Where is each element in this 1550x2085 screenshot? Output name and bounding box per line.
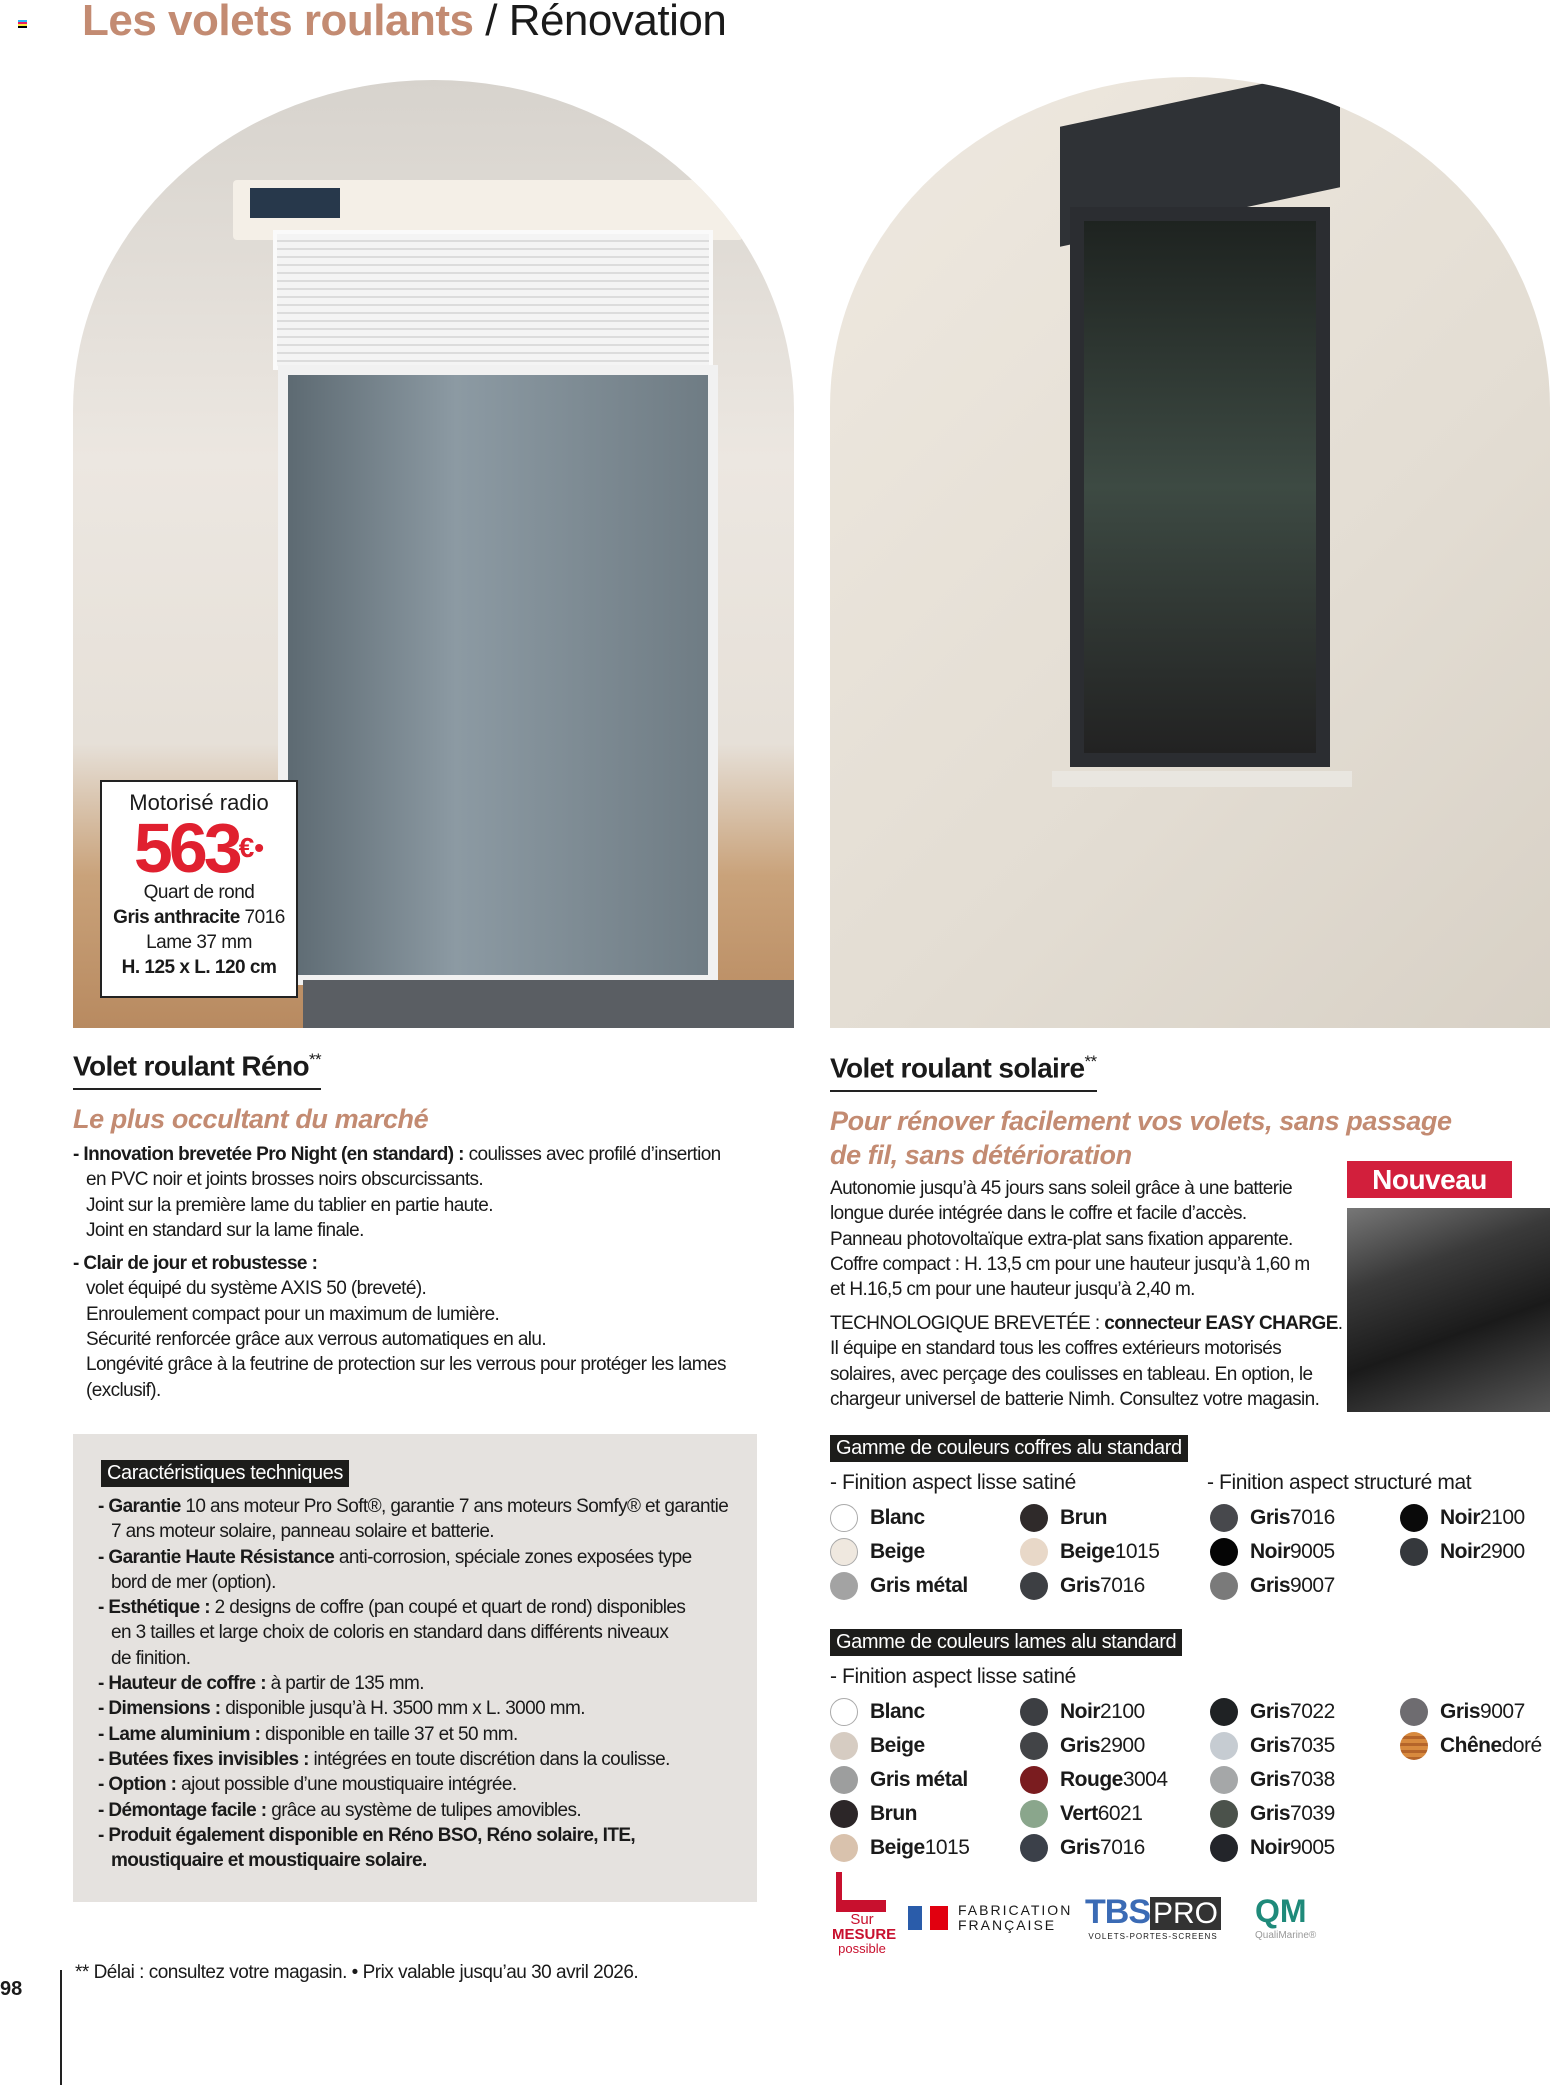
color-dot (1210, 1766, 1238, 1794)
first-line (98, 1772, 728, 1797)
color-code: 7016 (1100, 1836, 1145, 1859)
color-swatch (1020, 1572, 1145, 1600)
list-item (98, 1722, 728, 1747)
continuation-line: volet équipé du système AXIS 50 (breveté). (86, 1278, 427, 1300)
solaire-description (830, 1176, 1310, 1302)
footnote-mark: ** (309, 1050, 322, 1069)
color-name: Gris anthracite (113, 907, 240, 928)
color-swatch (1400, 1504, 1525, 1532)
color-code: 6021 (1097, 1802, 1143, 1825)
color-code: 7016 (239, 907, 285, 928)
color-swatch (1210, 1504, 1335, 1532)
color-dot (1020, 1538, 1048, 1566)
color-code: 2900 (1480, 1540, 1525, 1563)
page-number: 98 (0, 1978, 23, 2000)
color-swatch (1020, 1766, 1168, 1794)
solaire-heading (830, 1052, 1097, 1092)
solaire-title: Volet roulant solaire (830, 1052, 1085, 1084)
lames-colors-title: Gamme de couleurs lames alu standard (830, 1629, 1182, 1656)
color-code: 7022 (1290, 1700, 1335, 1723)
continuation-line: Joint en standard sur la lame finale. (86, 1219, 364, 1241)
color-code: 3004 (1122, 1768, 1168, 1791)
solaire-technology (830, 1311, 1342, 1412)
color-dot (830, 1800, 858, 1828)
color-dot (830, 1732, 858, 1760)
color-code: 9005 (1290, 1540, 1335, 1563)
tagline-line: de fil, sans détérioration (830, 1140, 1132, 1170)
color-dot (830, 1504, 858, 1532)
first-line (98, 1823, 728, 1848)
color-code: 7016 (1290, 1506, 1335, 1529)
french-flag-icon (908, 1906, 948, 1930)
color-name: Rouge (1060, 1768, 1123, 1791)
tech-lead: TECHNOLOGIQUE BREVETÉE : (830, 1313, 1105, 1334)
color-name: Gris métal (870, 1768, 968, 1791)
color-name: Gris (1060, 1574, 1101, 1597)
solar-panel (250, 188, 340, 218)
color-swatch (1020, 1834, 1145, 1862)
price-label: Motorisé radio (129, 790, 269, 815)
solar-shutter-photo (830, 77, 1550, 1028)
text: disponible en taille 37 et 50 mm. (260, 1723, 518, 1745)
color-swatch (1210, 1538, 1335, 1566)
tech-end: . (1337, 1313, 1343, 1334)
footer-divider (60, 1970, 62, 2085)
description-line: Coffre compact : H. 13,5 cm pour une hauteur jusqu’à 1,60 m (830, 1253, 1310, 1275)
color-name: Chêne (1440, 1734, 1502, 1757)
tagline-line: Pour rénover facilement vos volets, sans passage (830, 1106, 1452, 1136)
color-swatch (830, 1504, 925, 1532)
color-dot (830, 1834, 858, 1862)
list-item (98, 1798, 728, 1823)
list-item (73, 1251, 726, 1403)
list-item (98, 1823, 728, 1874)
color-name: Gris (1440, 1700, 1481, 1723)
logo-text: QualiMarine® (1255, 1930, 1317, 1941)
logo-text: VOLETS-PORTES-SCREENS (1088, 1932, 1218, 1941)
color-dot (1020, 1732, 1048, 1760)
color-name: Beige (870, 1540, 925, 1563)
color-name: Noir (1060, 1700, 1100, 1723)
color-swatch (1400, 1698, 1525, 1726)
color-code: doré (1501, 1734, 1542, 1757)
color-swatch (830, 1698, 925, 1726)
list-item (98, 1772, 728, 1797)
color-name: Gris (1250, 1734, 1291, 1757)
color-code: 1015 (924, 1836, 970, 1859)
logo-text: QM (1255, 1893, 1307, 1929)
reno-heading (73, 1050, 321, 1090)
continuation-line: Joint sur la première lame du tablier en partie haute. (86, 1194, 493, 1216)
easy-charge-connector-photo (1347, 1208, 1550, 1412)
color-dot (1210, 1834, 1238, 1862)
color-swatch (830, 1732, 925, 1760)
bold-label: - Esthétique : (98, 1597, 210, 1619)
text: 2 designs de coffre (pan coupé et quart de rond) disponibles (209, 1597, 686, 1619)
description-line: et H.16,5 cm pour une hauteur jusqu’à 2,40 m. (830, 1279, 1195, 1301)
color-name: Gris (1250, 1506, 1291, 1529)
color-dot (1400, 1732, 1428, 1760)
window-glass (1070, 207, 1330, 767)
color-swatch (1210, 1698, 1335, 1726)
color-code: 7016 (1100, 1574, 1145, 1597)
bold-label: - Garantie (98, 1496, 181, 1517)
color-name: Gris (1250, 1574, 1291, 1597)
bold-label: - Produit également disponible en Réno BSO, Réno solaire, ITE, (98, 1824, 636, 1846)
logo-text: FABRICATION (958, 1902, 1073, 1918)
shutter-slats (273, 230, 713, 370)
color-code: 9007 (1290, 1574, 1335, 1597)
color-dot (1210, 1698, 1238, 1726)
page-title: Les volets roulants / Rénovation (82, 0, 727, 45)
color-name: Gris (1060, 1836, 1101, 1859)
bold-label: - Hauteur de coffre : (98, 1673, 266, 1695)
color-name: Noir (1440, 1506, 1480, 1529)
list-item (98, 1494, 728, 1545)
price-box (100, 780, 298, 998)
coffres-colors-title: Gamme de couleurs coffres alu standard (830, 1435, 1188, 1462)
tech-specs-box (73, 1434, 757, 1902)
color-swatch (1400, 1732, 1542, 1760)
footnote-mark: ** (1084, 1052, 1097, 1071)
continuation-line: en PVC noir et joints brosses noirs obscurcissants. (86, 1169, 484, 1191)
price-lame: Lame 37 mm (146, 932, 252, 953)
description-line: chargeur universel de batterie Nimh. Consultez votre magasin. (830, 1388, 1320, 1410)
ruler-icon (836, 1872, 886, 1912)
color-name: Noir (1440, 1540, 1480, 1563)
qualimarine-logo (1255, 1893, 1316, 1941)
color-swatch (1400, 1538, 1525, 1566)
color-dot (1400, 1538, 1428, 1566)
color-name: Gris (1250, 1768, 1291, 1791)
color-dot (830, 1572, 858, 1600)
first-line (98, 1671, 728, 1696)
step (303, 980, 794, 1028)
first-line (98, 1494, 728, 1519)
fabrication-francaise-logo (908, 1903, 1072, 1933)
bold-label: - Garantie Haute Résistance (98, 1546, 335, 1568)
color-swatch (830, 1538, 925, 1566)
color-swatch (1020, 1698, 1145, 1726)
list-item (98, 1696, 728, 1721)
description-line: solaires, avec perçage des coulisses en tableau. En option, le (830, 1363, 1313, 1385)
list-item (98, 1595, 728, 1671)
text: disponible jusqu’à H. 3500 mm x L. 3000 mm. (220, 1698, 585, 1720)
text: intégrées en toute discrétion dans la coulisse. (308, 1748, 670, 1770)
color-code: 9005 (1290, 1836, 1335, 1859)
description-line: Il équipe en standard tous les coffres extérieurs motorisés (830, 1338, 1282, 1360)
list-item (73, 1142, 726, 1243)
color-dot (1210, 1504, 1238, 1532)
color-dot (1020, 1572, 1048, 1600)
bold-label: - Démontage facile : (98, 1799, 267, 1821)
color-swatch (1210, 1572, 1335, 1600)
color-swatch (830, 1766, 968, 1794)
first-line (73, 1142, 726, 1167)
reno-title: Volet roulant Réno (73, 1050, 310, 1082)
color-name: Gris (1250, 1802, 1291, 1825)
color-name: Noir (1250, 1836, 1290, 1859)
color-swatch (1210, 1732, 1335, 1760)
first-line (98, 1595, 728, 1620)
coffres-mat-label: - Finition aspect structuré mat (1207, 1471, 1472, 1494)
reno-tagline: Le plus occultant du marché (73, 1104, 429, 1134)
logo-text: possible (838, 1941, 886, 1956)
continuation-line: 7 ans moteur solaire, panneau solaire et batterie. (111, 1521, 494, 1543)
color-swatch (1020, 1732, 1145, 1760)
color-name: Noir (1250, 1540, 1290, 1563)
continuation-line: Sécurité renforcée grâce aux verrous automatiques en alu. (86, 1329, 547, 1351)
color-dot (1020, 1504, 1048, 1532)
description-line: longue durée intégrée dans le coffre et facile d’accès. (830, 1203, 1247, 1225)
coffres-lisse-label: - Finition aspect lisse satiné (830, 1471, 1076, 1494)
color-code: 7038 (1290, 1768, 1335, 1791)
color-code: 7039 (1290, 1802, 1335, 1825)
color-dot (1020, 1698, 1048, 1726)
color-swatch (1020, 1538, 1159, 1566)
color-swatch (830, 1834, 969, 1862)
logo-text: PRO (1150, 1897, 1221, 1930)
color-dot (1210, 1800, 1238, 1828)
color-dot (1400, 1698, 1428, 1726)
continuation-line: moustiquaire et moustiquaire solaire. (111, 1850, 427, 1872)
footnote: ** Délai : consultez votre magasin. • Prix valable jusqu’au 30 avril 2026. (75, 1962, 639, 1983)
first-line (98, 1722, 728, 1747)
color-name: Beige (1060, 1540, 1115, 1563)
color-name: Brun (870, 1802, 917, 1825)
color-code: 9007 (1480, 1700, 1525, 1723)
color-name: Brun (1060, 1506, 1107, 1529)
color-dot (1210, 1732, 1238, 1760)
tech-bold: connecteur EASY CHARGE (1104, 1313, 1338, 1334)
price-detail: Quart de rond (143, 882, 255, 903)
reno-bullets (73, 1142, 726, 1411)
logo-text: FRANÇAISE (958, 1917, 1057, 1933)
color-swatch (830, 1800, 917, 1828)
description-line: Autonomie jusqu’à 45 jours sans soleil grâce à une batterie (830, 1178, 1293, 1199)
color-code: 2100 (1100, 1700, 1145, 1723)
bold-label: - Butées fixes invisibles : (98, 1748, 309, 1770)
color-name: Blanc (870, 1700, 925, 1723)
price-currency: €• (238, 832, 265, 863)
first-line (98, 1747, 728, 1772)
continuation-line: Longévité grâce à la feutrine de protection sur les verrous pour protéger les lames (86, 1354, 726, 1376)
first-line (98, 1798, 728, 1823)
text: coulisses avec profilé d’insertion (463, 1144, 721, 1165)
price (102, 809, 296, 887)
description-line: Panneau photovoltaïque extra-plat sans fixation apparente. (830, 1228, 1293, 1250)
bold-label: - Dimensions : (98, 1698, 221, 1720)
logo-text: Sur (850, 1911, 874, 1928)
text: grâce au système de tulipes amovibles. (266, 1799, 582, 1821)
logo-text: TBS (1085, 1893, 1150, 1931)
color-dot (1020, 1800, 1048, 1828)
continuation-line: (exclusif). (86, 1379, 161, 1401)
logo-text: MESURE (832, 1926, 897, 1943)
color-name: Blanc (870, 1506, 925, 1529)
lames-lisse-label: - Finition aspect lisse satiné (830, 1665, 1076, 1688)
tech-specs-list (98, 1494, 728, 1873)
color-dot (1210, 1538, 1238, 1566)
color-name: Gris métal (870, 1574, 968, 1597)
color-swatch (1210, 1766, 1335, 1794)
tech-specs-title: Caractéristiques techniques (101, 1460, 349, 1487)
continuation-line: Enroulement compact pour un maximum de lumière. (86, 1303, 500, 1325)
color-code: 2100 (1480, 1506, 1525, 1529)
continuation-line: de finition. (111, 1647, 191, 1669)
print-color-marks (18, 20, 27, 28)
text: anti-corrosion, spéciale zones exposées type (334, 1546, 692, 1568)
color-dot (1020, 1766, 1048, 1794)
continuation-line: bord de mer (option). (111, 1571, 276, 1593)
price-dimensions: H. 125 x L. 120 cm (121, 957, 277, 978)
color-swatch (1020, 1800, 1142, 1828)
bold-label: - Innovation brevetée Pro Night (en standard) : (73, 1144, 464, 1165)
bold-label: - Clair de jour et robustesse : (73, 1253, 318, 1275)
new-badge: Nouveau (1347, 1161, 1512, 1198)
color-name: Gris (1060, 1734, 1101, 1757)
list-item (98, 1747, 728, 1772)
text: 10 ans moteur Pro Soft®, garantie 7 ans moteurs Somfy® et garantie (180, 1496, 729, 1517)
color-code: 1015 (1114, 1540, 1160, 1563)
color-name: Beige (870, 1734, 925, 1757)
bold-label: - Option : (98, 1774, 177, 1796)
color-dot (1020, 1834, 1048, 1862)
color-swatch (1020, 1504, 1107, 1532)
color-dot (1210, 1572, 1238, 1600)
color-code: 7035 (1290, 1734, 1335, 1757)
list-item (98, 1545, 728, 1596)
color-dot (830, 1698, 858, 1726)
color-dot (1400, 1504, 1428, 1532)
bold-label: - Lame aluminium : (98, 1723, 261, 1745)
price-color (102, 905, 296, 930)
color-swatch (1210, 1834, 1335, 1862)
color-name: Beige (870, 1836, 925, 1859)
color-code: 2900 (1100, 1734, 1145, 1757)
sur-mesure-logo (832, 1872, 897, 1956)
color-name: Gris (1250, 1700, 1291, 1723)
price-value: 563 (133, 809, 239, 887)
color-dot (830, 1766, 858, 1794)
first-line (98, 1696, 728, 1721)
first-line (98, 1545, 728, 1570)
color-swatch (1210, 1800, 1335, 1828)
window-sill (1052, 771, 1352, 787)
text: ajout possible d’une moustiquaire intégrée. (176, 1774, 517, 1796)
color-swatch (830, 1572, 968, 1600)
text: à partir de 135 mm. (265, 1673, 424, 1695)
window-glass (278, 365, 718, 985)
tbs-pro-logo (1085, 1893, 1221, 1941)
color-dot (830, 1538, 858, 1566)
continuation-line: en 3 tailles et large choix de coloris en standard dans différents niveaux (111, 1622, 669, 1644)
first-line (73, 1251, 726, 1276)
color-name: Vert (1060, 1802, 1098, 1825)
list-item (98, 1671, 728, 1696)
